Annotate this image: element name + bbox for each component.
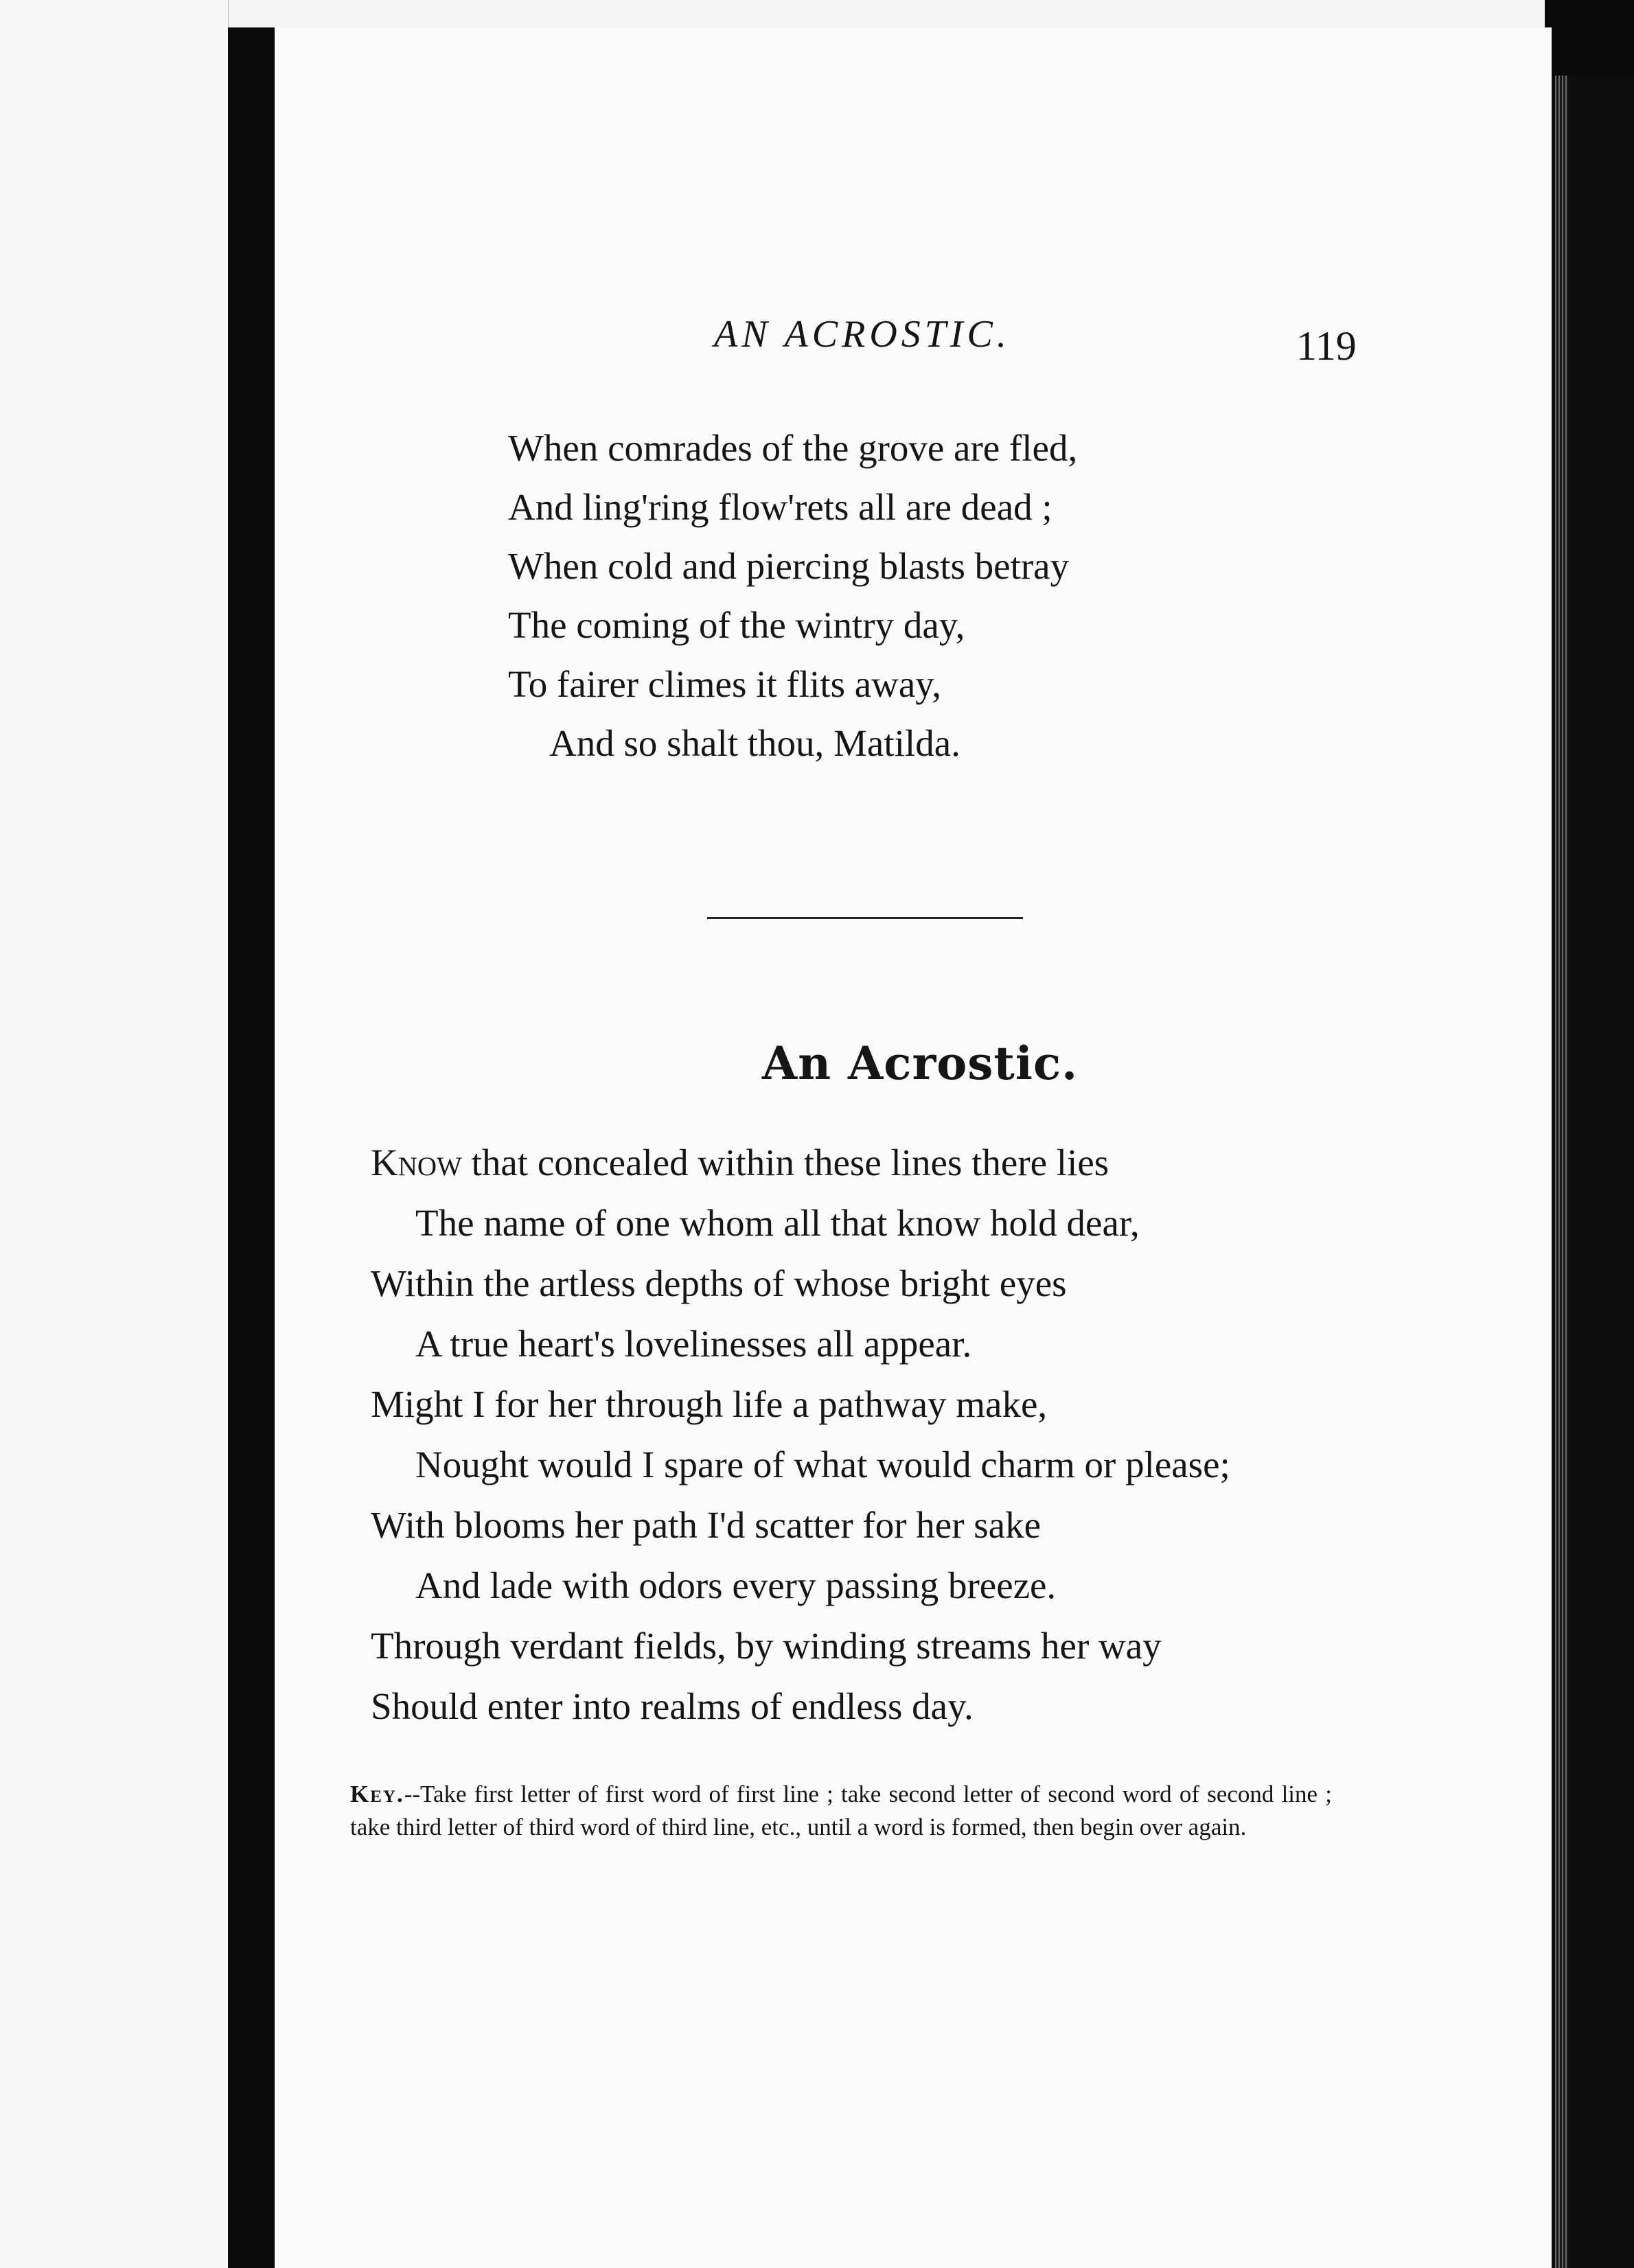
poem-first-word: Know bbox=[371, 1142, 462, 1183]
page-edge-lines bbox=[1555, 76, 1569, 2268]
poem-line: And lade with odors every passing breeze. bbox=[415, 1564, 1057, 1606]
stanza-line: And so shalt thou, Matilda. bbox=[549, 722, 960, 764]
poem-title: An Acrostic. bbox=[761, 1037, 1079, 1090]
book-gutter bbox=[228, 27, 275, 2268]
acrostic-key bbox=[350, 1778, 1332, 1844]
poem-line: Might I for her through life a pathway make, bbox=[371, 1383, 1048, 1425]
poem-line: A true heart's lovelinesses all appear. bbox=[415, 1323, 972, 1365]
key-text: --Take first letter of first word of first line ; take second letter of second word of second line ; take third letter of third word of third line, etc., until a word is formed, then begin over again. bbox=[350, 1781, 1332, 1840]
poem-line: Through verdant fields, by winding streams her way bbox=[371, 1625, 1162, 1667]
stanza-line: When comrades of the grove are fled, bbox=[508, 427, 1078, 469]
stanza-line: When cold and piercing blasts betray bbox=[508, 545, 1070, 587]
running-head: AN ACROSTIC. bbox=[714, 313, 1011, 356]
acrostic-poem bbox=[371, 1133, 1401, 1737]
stanza-line: The coming of the wintry day, bbox=[508, 604, 965, 646]
poem-line-text: that concealed within these lines there lies bbox=[461, 1142, 1109, 1183]
page-number: 119 bbox=[1296, 323, 1357, 369]
poem-line: With blooms her path I'd scatter for her sake bbox=[371, 1504, 1041, 1546]
key-label: Key. bbox=[350, 1781, 404, 1807]
poem-line: The name of one whom all that know hold dear, bbox=[415, 1202, 1140, 1244]
stanza-line: And ling'ring flow'rets all are dead ; bbox=[508, 486, 1052, 528]
poem-line: Within the artless depths of whose bright eyes bbox=[371, 1262, 1067, 1304]
stanza-line: To fairer climes it flits away, bbox=[508, 663, 941, 705]
stanza bbox=[508, 419, 1401, 773]
left-page bbox=[0, 0, 229, 2268]
poem-line: Should enter into realms of endless day. bbox=[371, 1685, 974, 1727]
scan-shadow bbox=[1545, 0, 1634, 82]
poem-line bbox=[371, 1133, 1401, 1193]
section-divider bbox=[707, 917, 1023, 919]
poem-line: Nought would I spare of what would charm or please; bbox=[415, 1444, 1230, 1485]
